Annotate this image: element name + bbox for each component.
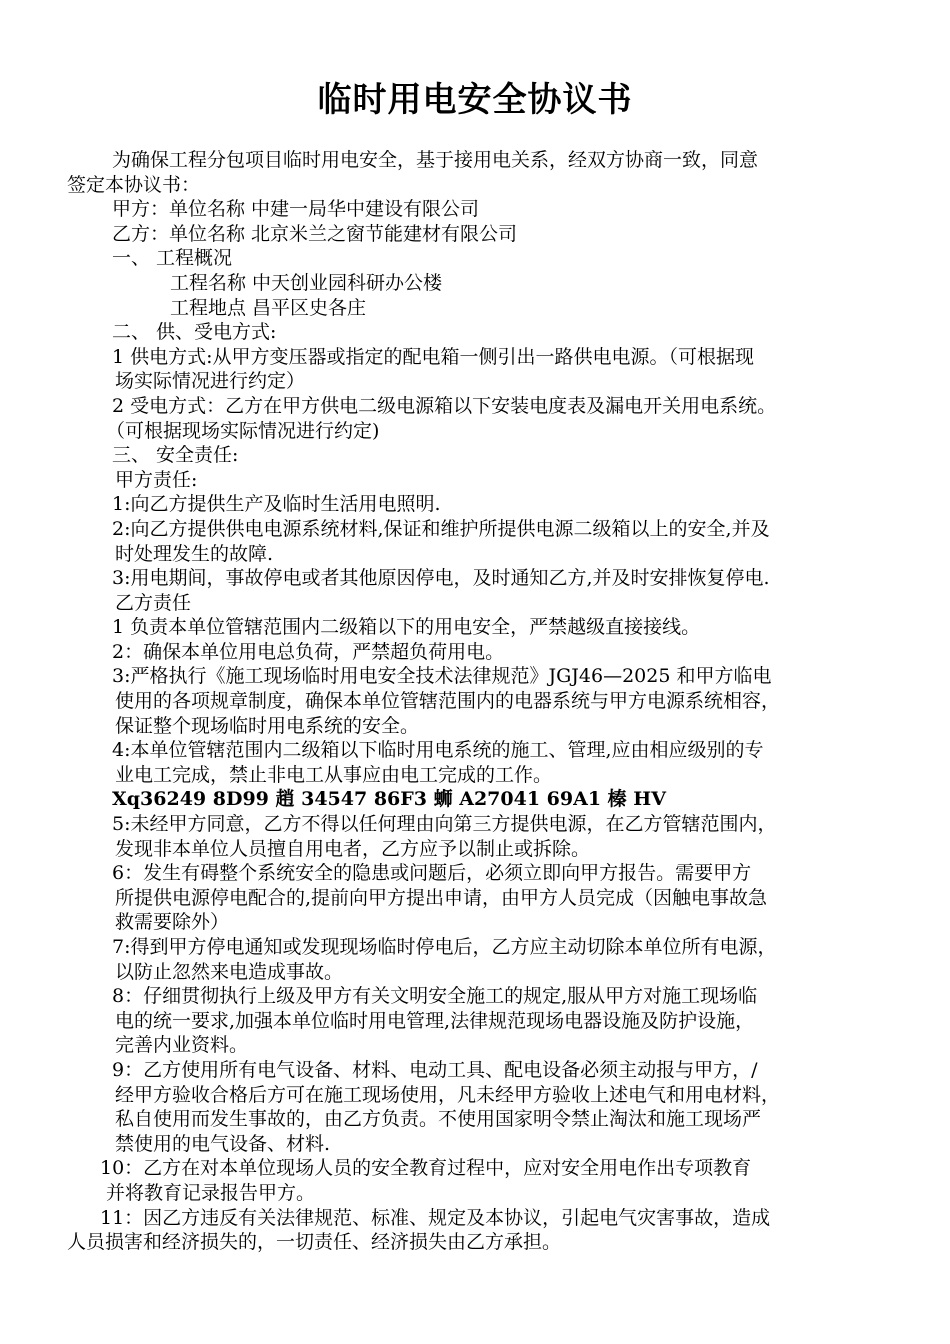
paragraph-line: 7:得到甲方停电通知或发现现场临时停电后，乙方应主动切除本单位所有电源，: [112, 936, 777, 958]
paragraph-line: 甲方：单位名称 中建一局华中建设有限公司: [112, 198, 480, 221]
paragraph-line: 3:严格执行《施工现场临时用电安全技术法律规范》JGJ46—2025 和甲方临电: [112, 665, 772, 688]
paragraph-line: 11：因乙方违反有关法律规范、标准、规定及本协议，引起电气灾害事故，造成: [100, 1206, 771, 1229]
paragraph-line: 二、 供、受电方式:: [112, 321, 277, 344]
paragraph-line: 电的统一要求,加强本单位临时用电管理,法律规范现场电器设施及防护设施，: [115, 1009, 755, 1032]
paragraph-line: 工程名称 中天创业园科研办公楼: [170, 271, 443, 294]
paragraph-line: 一、 工程概况: [112, 247, 233, 270]
paragraph-line: 场实际情况进行约定）: [115, 370, 306, 393]
paragraph-line: 发现非本单位人员擅自用电者，乙方应予以制止或拆除。: [115, 837, 591, 860]
paragraph-line: 业电工完成，禁止非电工从事应由电工完成的工作。: [115, 763, 553, 786]
paragraph-line: 经甲方验收合格后方可在施工现场使用，凡未经甲方验收上述电气和用电材料，: [115, 1083, 781, 1106]
paragraph-line: 保证整个现场临时用电系统的安全。: [115, 714, 420, 737]
document-body: [0, 148, 950, 1255]
paragraph-line: 人员损害和经济损失的，一切责任、经济损失由乙方承担。: [67, 1231, 562, 1254]
paragraph-line: 并将教育记录报告甲方。: [106, 1181, 316, 1204]
paragraph-line: 2 受电方式：乙方在甲方供电二级电源箱以下安装电度表及漏电开关用电系统。: [112, 394, 777, 417]
paragraph-line: 为确保工程分包项目临时用电安全，基于接用电关系，经双方协商一致，同意: [112, 149, 759, 171]
paragraph-line: 2：确保本单位用电总负荷，严禁超负荷用电。: [112, 640, 505, 663]
paragraph-line: 8：仔细贯彻执行上级及甲方有关文明安全施工的规定,服从甲方对施工现场临: [112, 985, 758, 1008]
paragraph-line: 完善内业资料。: [115, 1034, 249, 1057]
paragraph-line: 3:用电期间，事故停电或者其他原因停电，及时通知乙方,并及时安排恢复停电.: [112, 567, 770, 590]
paragraph-line: 9：乙方使用所有电气设备、材料、电动工具、配电设备必须主动报与甲方，/: [112, 1058, 758, 1081]
paragraph-line: 救需要除外）: [115, 911, 230, 934]
paragraph-line: 以防止忽然来电造成事故。: [115, 960, 344, 983]
paragraph-line: 6：发生有碍整个系统安全的隐患或问题后，必须立即向甲方报告。需要甲方: [112, 862, 752, 885]
paragraph-line: 签定本协议书：: [67, 173, 201, 196]
paragraph-line: 时处理发生的故障.: [115, 542, 274, 565]
paragraph-line: 1:向乙方提供生产及临时生活用电照明.: [112, 493, 441, 516]
paragraph-line: 5:未经甲方同意，乙方不得以任何理由向第三方提供电源，在乙方管辖范围内，: [112, 813, 777, 836]
paragraph-line: 甲方责任:: [115, 468, 198, 491]
paragraph-line: 2:向乙方提供供电电源系统材料,保证和维护所提供电源二级箱以上的安全,并及: [112, 517, 770, 540]
paragraph-line: 乙方责任: [115, 591, 192, 614]
paragraph-line: 三、 安全责任:: [112, 444, 239, 467]
paragraph-line: （可根据现场实际情况进行约定): [106, 419, 380, 442]
paragraph-line: 私自使用而发生事故的，由乙方负责。不使用国家明令禁止淘汰和施工现场严: [115, 1108, 762, 1131]
paragraph-line: 工程地点 昌平区史各庄: [170, 296, 367, 319]
paragraph-line: 1 供电方式:从甲方变压器或指定的配电箱一侧引出一路供电电源。（可根据现: [112, 345, 755, 368]
paragraph-line: 4:本单位管辖范围内二级箱以下临时用电系统的施工、管理,应由相应级别的专: [112, 739, 764, 762]
paragraph-line: 10：乙方在对本单位现场人员的安全教育过程中，应对安全用电作出专项教育: [100, 1157, 752, 1180]
paragraph-line: 禁使用的电气设备、材料.: [115, 1132, 331, 1155]
paragraph-line: 乙方：单位名称 北京米兰之窗节能建材有限公司: [112, 222, 518, 245]
paragraph-line: Xq36249 8D99 趙 34547 86F3 蛳 A27041 69A1 榛 HV: [112, 788, 666, 811]
document-title: 临时用电安全协议书: [317, 80, 633, 120]
paragraph-line: 1 负责本单位管辖范围内二级箱以下的用电安全，严禁越级直接接线。: [112, 616, 701, 639]
paragraph-line: 所提供电源停电配合的,提前向甲方提出申请，由甲方人员完成（因触电事故急: [115, 886, 768, 909]
paragraph-line: 使用的各项规章制度，确保本单位管辖范围内的电器系统与甲方电源系统相容，: [115, 690, 781, 713]
